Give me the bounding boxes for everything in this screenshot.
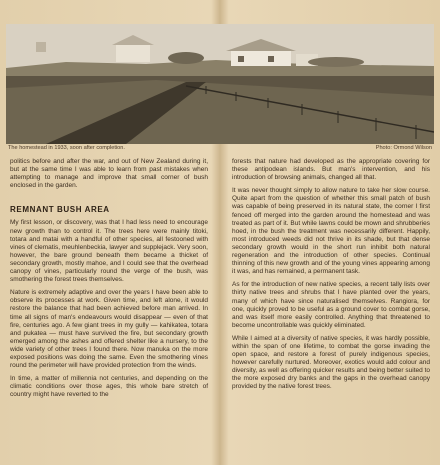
homestead-photo-image <box>6 24 434 144</box>
photo-credit: Photo: Ormond Wilson <box>375 145 432 151</box>
body-paragraph: forests that nature had developed as the appropriate covering for these antipodean islands. But man's intervention, and his introduction of browsing animals, changed all that. <box>232 158 430 182</box>
body-paragraph: As for the introduction of new native species, a recent tally lists over thirty native trees and shrubs that I have planted over the years, many of which have since naturalised themselves. Rangiora, for one, quickly proved to be useful as a ground cover to combat gorse, and was itself more easily controlled. Anything that threatened to become uncontrollable was quickly eliminated. <box>232 281 430 329</box>
left-text-column <box>10 158 208 404</box>
body-paragraph: While I aimed at a diversity of native species, it was hardly possible, within the span of one lifetime, to combat the gorse invading the open space, and restore a forest of purely indigenous species, however carefully nurtured. Moreover, exotics would add colour and diversity, as well as offering quicker results and being better suited to the more exposed dry banks and the gaps in the overhead canopy provided by the native forest trees. <box>232 334 430 391</box>
intro-paragraph: politics before and after the war, and out of New Zealand during it, but at the same time I was able to learn from past mistakes when attempting to manage and improve that small corner of bush enclosed in the garden. <box>10 158 208 190</box>
body-paragraph: My first lesson, or discovery, was that I had less need to encourage new growth than to control it. The trees here were mainly titoki, totara and matai with a handful of other species, all festooned with vines of clematis, meuhlenbeckia, lawyer and supplejack. Very soon, however, the bare ground beneath them became a thicket of secondary growth, mostly mahoe, and I could see that the overhead canopy of vines, particularly round the verge of the bush, was smothering the forest trees themselves. <box>10 219 208 284</box>
body-paragraph: Nature is extremely adaptive and over the years I have been able to observe its processes at work. Given time, and left alone, it would restore the balance that had been achieved before man arrived. In time all signs of man's endeavours would disappear — even of that fire, centuries ago. A few giant trees in my gully — kahikatea, totara and pukatea — must have survived the fire, but secondary growth emerged among the ashes and offered shelter like a nursery, to the wide variety of other trees I found there. Now manuka on the more exposed positions was doing the same. Even the smothering vines round the perimeter will have provided protection from the winds. <box>10 289 208 370</box>
right-text-column <box>232 158 430 397</box>
body-paragraph: It was never thought simply to allow nature to take her slow course. Quite apart from the question of whether this small patch of bush was capable of being preserved in its natural state, the corner I first fenced off merged into the garden around the homestead and was treated as part of it. But while lawns could be mown and shrubberies hoed, in the bush the treatment was necessarily different. Happily, most introduced weeds did not thrive in its shade, but that dense secondary growth would in the short run inhibit both natural regeneration and the introduction of other species. Continual thinning of this new growth and of the young vines appearing among it was, and has remained, a permanent task. <box>232 187 430 276</box>
section-heading: REMNANT BUSH AREA <box>10 205 110 215</box>
homestead-photo <box>6 24 434 144</box>
photo-caption: The homestead in 1933, soon after completion. <box>8 145 125 151</box>
body-paragraph: In time, a matter of millennia not centuries, and depending on the climatic conditions over those ages, this whole bare stretch of country might have reverted to the <box>10 375 208 399</box>
